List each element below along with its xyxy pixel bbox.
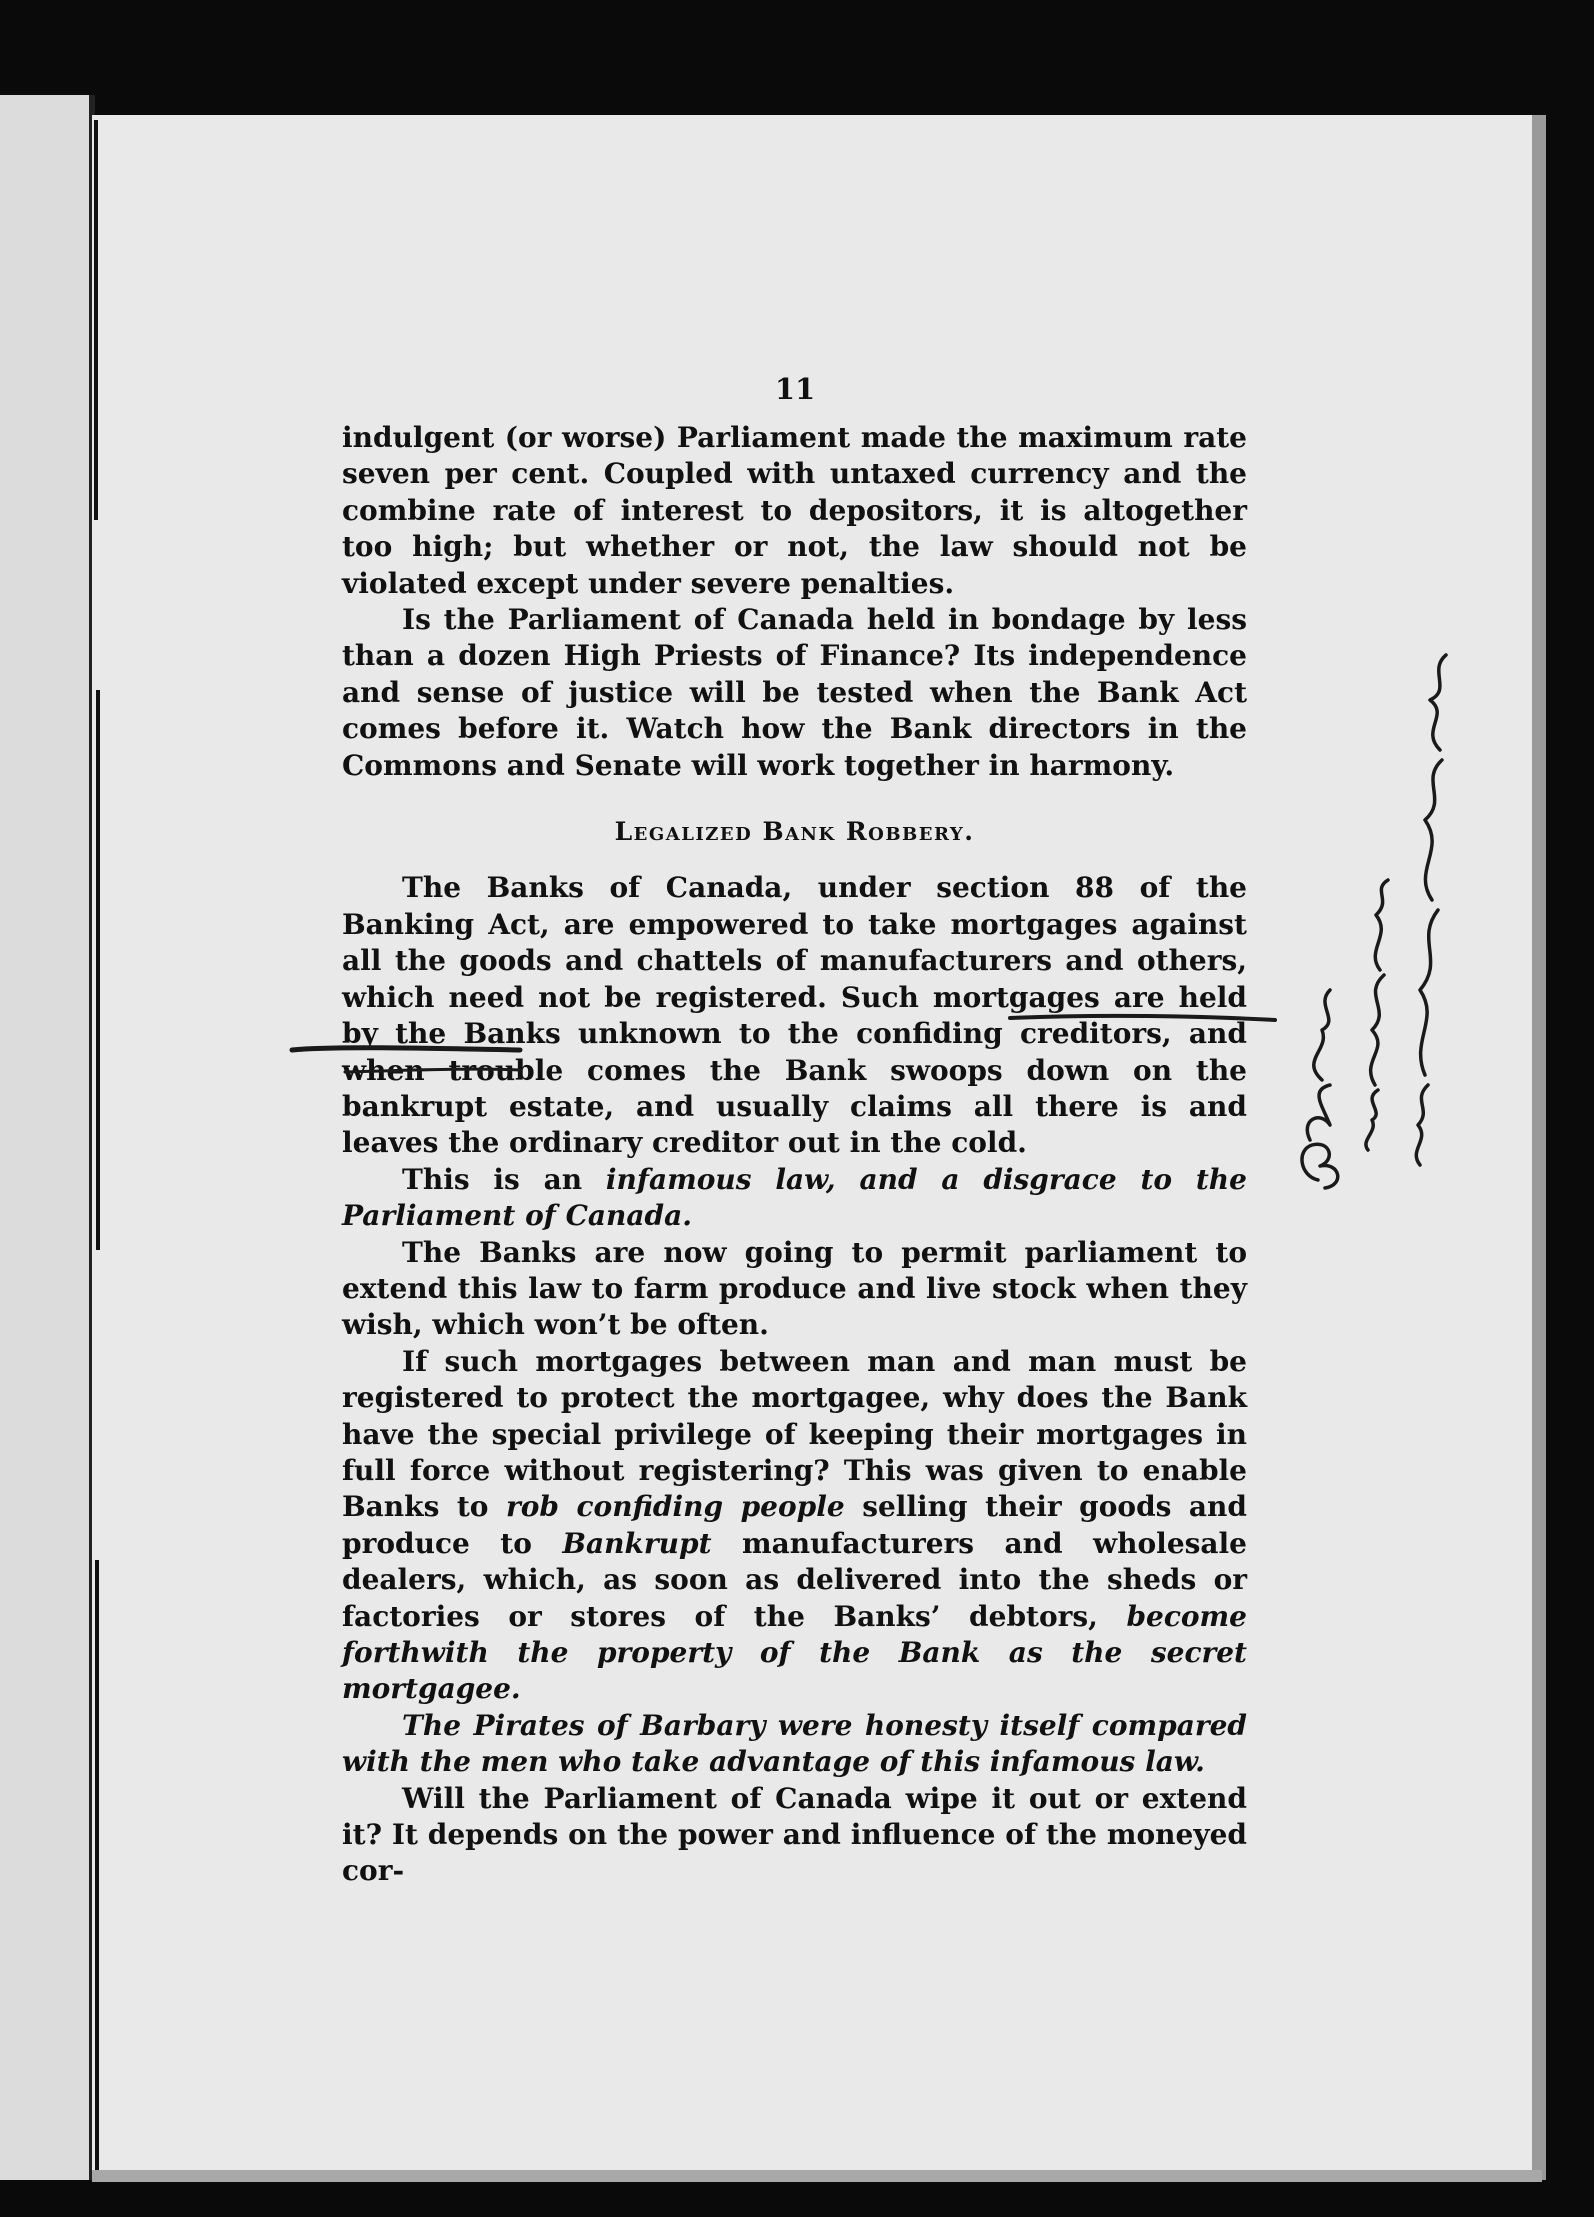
paragraph-registration-italic-2: Bankrupt <box>562 1526 712 1560</box>
paragraph-parliament-bondage: Is the Parliament of Canada held in bondage by less than a dozen High Priests of Finance? Its independence and sense of justice will be tested when the Bank Act comes before it. Watch how the Bank directors in the Commons and Senate will work together in harmony. <box>342 603 1247 782</box>
paragraph-infamous-law-text: This is an <box>402 1162 606 1196</box>
section-heading: Legalized Bank Robbery. <box>614 817 975 847</box>
underlined-phrase: which need not be registered <box>342 980 818 1014</box>
paragraph-section-88-text-b: . Such mortgages are held by the Banks unknown to the confiding creditors, and when trouble comes the Bank swoops down on the bankrupt estate, and usually claims all there is and leaves the ordinary creditor out in the cold. <box>342 980 1248 1160</box>
paragraph-infamous-law <box>342 1162 1247 1235</box>
paragraph-registration-text-c: manufacturers and wholesale dealers, which, as soon as delivered into the sheds or factories or stores of the Banks’ debtors, <box>342 1526 1247 1633</box>
paragraph-registration-italic-1: rob confiding people <box>505 1490 845 1524</box>
page-number: 11 <box>774 372 816 406</box>
paragraph-pirates-italic: The Pirates of Barbary were honesty itself compared with the men who take advantage of this infamous law. <box>342 1708 1247 1779</box>
paragraph-section-88 <box>342 870 1247 1161</box>
paragraph-registration-text-b: selling their goods and produce to <box>342 1490 1247 1560</box>
paragraph-continued: indulgent (or worse) Parliament made the maximum rate seven per cent. Coupled with untaxed currency and the combine rate of interest to depositors, it is altogether too high; but whether or not, the law should not be violated except under severe penalties. <box>342 421 1247 600</box>
paragraph-wipe-out: Will the Parliament of Canada wipe it out or extend it? It depends on the power and influence of the moneyed cor- <box>342 1781 1247 1888</box>
paragraph-registration-italic-3: become forthwith the property of the Bank as the secret mortgagee. <box>342 1599 1247 1706</box>
paragraph-section-88-text-a: The Banks of Canada, under section 88 of the Banking Act, are empowered to take mortgages against all the goods and chattels of manufacturers and others, <box>342 871 1247 978</box>
paragraph-pirates <box>342 1708 1247 1781</box>
page-body <box>342 420 1247 1890</box>
paragraph-registration <box>342 1344 1247 1708</box>
paragraph-infamous-law-italic: infamous law, and a disgrace to the Parliament of Canada. <box>342 1162 1247 1233</box>
paragraph-farm-produce: The Banks are now going to permit parliament to extend this law to farm produce and live stock when they wish, which won’t be often. <box>342 1235 1247 1342</box>
paragraph-registration-text-a: If such mortgages between man and man must be registered to protect the mortgagee, why does the Bank have the special privilege of keeping their mortgages in full force without registering? This was given to enable Banks to <box>342 1344 1247 1524</box>
